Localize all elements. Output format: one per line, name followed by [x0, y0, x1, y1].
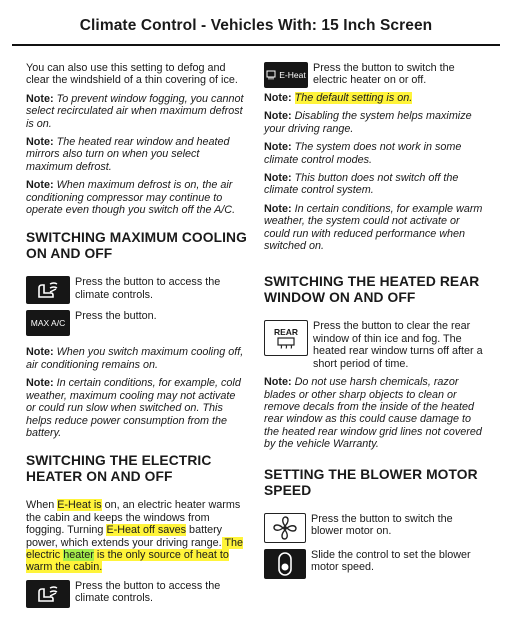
note-climate-modes: Note: The system does not work in some climate control modes.	[264, 141, 462, 166]
note-heated-mirrors: Note: The heated rear window and heated mirrors also turn on when you select maximum defrost.	[26, 136, 230, 173]
blower-speed-slider[interactable]	[264, 549, 306, 579]
rear-defrost-icon	[276, 337, 296, 349]
rear-window-step	[264, 320, 484, 370]
heading-max-cooling: SWITCHING MAXIMUM COOLING ON AND OFF	[26, 230, 247, 262]
note-ac-compressor: Note: When maximum defrost is on, the air conditioning compressor may continue to operate even though you switch off the A/C.	[26, 179, 236, 217]
eheat-button[interactable]	[264, 62, 308, 88]
right-column	[264, 62, 484, 585]
heater-grid-icon	[266, 70, 276, 80]
max-ac-button[interactable]	[26, 310, 70, 336]
step-blower-on	[264, 513, 484, 543]
step-access-climate-text-2: Press the button to access the climate controls.	[75, 579, 221, 605]
note-max-cooling-conditions: Note: In certain conditions, for example, cold weather, maximum cooling may not activate or could run slow when switched on. This helps reduce power consumption from the battery.	[26, 377, 241, 439]
step-blower-on-text: Press the button to switch the blower motor on.	[311, 512, 453, 537]
blower-button[interactable]	[264, 513, 306, 543]
note-warm-weather: Note: In certain conditions, for example warm weather, the system could not activate or could run with reduced performance when switched on.	[264, 202, 483, 253]
step-max-ac-text: Press the button.	[75, 310, 157, 323]
step-eheat-text: Press the button to switch the electric heater on or off.	[313, 62, 455, 87]
page-header	[12, 8, 500, 46]
step-max-ac	[26, 310, 248, 336]
climate-seat-fan-icon	[33, 584, 63, 604]
heading-rear-window: SWITCHING THE HEATED REAR WINDOW ON AND OFF	[264, 274, 480, 306]
left-column	[26, 62, 248, 614]
climate-controls-button[interactable]	[26, 276, 70, 304]
climate-controls-button-2[interactable]	[26, 580, 70, 608]
note-window-fogging: Note: To prevent window fogging, you cannot select recirculated air when maximum defrost is on.	[26, 92, 244, 130]
note-default-setting: Note: The default setting is on.	[264, 92, 413, 104]
note-harsh-chemicals: Note: Do not use harsh chemicals, razor blades or other sharp objects to clean or remove decals from the inside of the heated rear window as this could cause damage to the heated rear window grid lines not covered by the vehicle Warranty.	[264, 376, 482, 451]
fan-icon	[272, 515, 298, 541]
heading-blower-motor: SETTING THE BLOWER MOTOR SPEED	[264, 466, 478, 498]
eheat-icon-label: E-Heat	[279, 70, 306, 80]
intro-paragraph: You can also use this setting to defog and clear the windshield of a thin covering of ice.	[26, 62, 238, 87]
note-driving-range: Note: Disabling the system helps maximize your driving range.	[264, 110, 472, 135]
step-eheat	[264, 62, 484, 88]
step-access-climate-text: Press the button to access the climate controls.	[75, 276, 221, 301]
heading-electric-heater: SWITCHING THE ELECTRIC HEATER ON AND OFF	[26, 453, 212, 485]
slider-icon	[278, 552, 292, 576]
page-title: Climate Control - Vehicles With: 15 Inch Screen	[79, 17, 433, 34]
note-button-not-off: Note: This button does not switch off the climate control system.	[264, 172, 459, 197]
step-blower-slider-text: Slide the control to set the blower motor speed.	[311, 548, 471, 573]
rear-window-step-text: Press the button to clear the rear window of thin ice and fog. The heated rear window turns off after a short period of time.	[313, 320, 483, 370]
note-max-cooling-off: Note: When you switch maximum cooling off, air conditioning remains on.	[26, 346, 244, 371]
electric-heater-paragraph: When E-Heat is on, an electric heater warms the cabin and keeps the windows from fogging. Turning E-Heat off saves battery power, which extends your driving range. The electric heater is the only source of heat to warm the cabin.	[26, 499, 244, 574]
max-ac-icon-label: MAX A/C	[30, 318, 66, 329]
climate-seat-fan-icon	[33, 280, 63, 300]
step-blower-slider	[264, 549, 484, 579]
rear-defrost-button[interactable]	[264, 320, 308, 356]
step-access-climate-2	[26, 580, 248, 608]
rear-icon-label: REAR	[273, 326, 299, 337]
step-access-climate	[26, 276, 248, 304]
